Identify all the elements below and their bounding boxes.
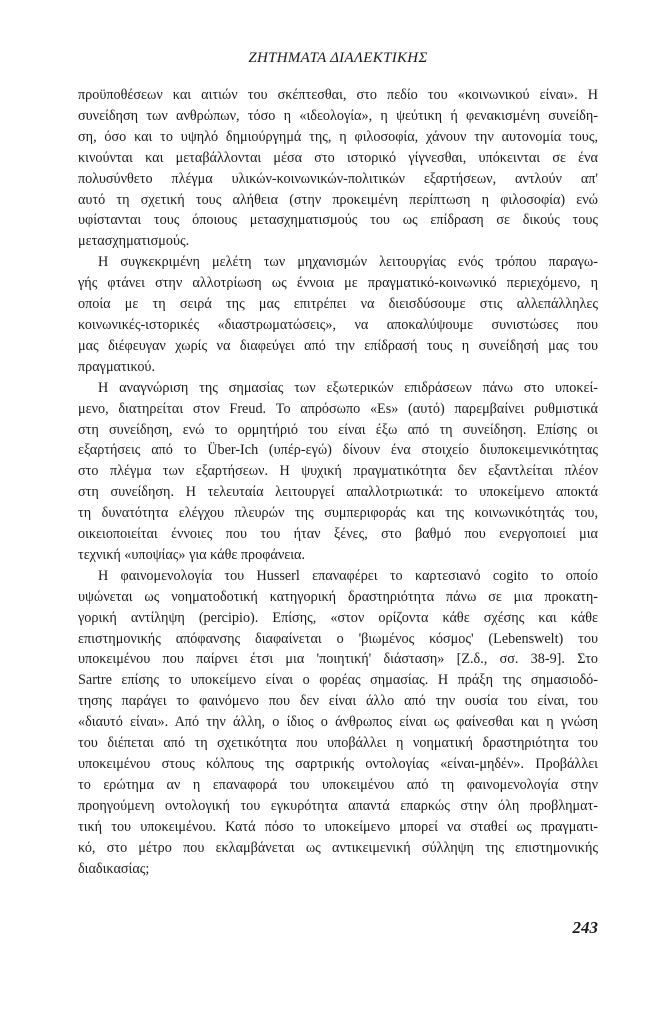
text-line: κινούνται και μεταβάλλονται μέσα στο ιστορικό γίγνεσθαι, υπόκεινται σε ένα [78,149,598,166]
text-line: οικειοποιείται έννοιες που του ήταν ξένες, στο βαθμό που ενεργοποιεί μια [78,526,598,543]
text-line: υφίστανται τους όποιους μετασχηματισμούς του ως επίδραση σε δικούς τους [78,212,598,229]
text-line: οποία με τη σειρά της μας επιτρέπει να διεισδύσουμε στις αλλεπάλληλες [78,296,598,313]
text-line: ση, όσο και το υψηλό δημιούργημά της, η φιλοσοφία, χάνουν την αυτονομία τους, [78,128,598,145]
text-line: μετασχηματισμούς. [78,233,190,250]
text-line: προϋποθέσεων και αιτιών του σκέπτεσθαι, στο πεδίο του «κοινωνικού είναι». Η [78,87,598,103]
text-line: εξαρτήσεις από το Über-Ich (υπέρ-εγώ) δίνουν ένα στοιχείο διυποκειμενικότητας [78,442,598,459]
paragraph-2 [78,252,598,377]
text-line: στο πλέγμα των εξαρτήσεων. Η ψυχική πραγματικότητα δεν εξαντλείται πλέον [78,463,598,480]
text-line: Sartre επίσης το υποκείμενο είναι ο φορέας σημασίας. Η πράξη της σημασιοδό- [78,672,598,689]
text-line: τη δυνατότητα ελέγχου πλευρών της συμπεριφοράς και της κοινωνικότητάς του, [78,505,598,522]
text-line: κό, στο μέτρο που εκλαμβάνεται ως αντικειμενική σύλληψη της επιστημονικής [78,839,598,856]
text-line: του διέπεται από τη σχετικότητα που υποβάλλει η νοηματική δραστηριότητα του [78,735,598,752]
paragraph-4 [78,566,598,880]
text-line: μας διέφευγαν χωρίς να διαφεύγει από την επίδρασή τους η συνείδησή μας του [78,337,598,354]
text-line: τεχνική «υποψίας» για κάθε προφάνεια. [78,546,306,563]
text-line: γής φτάνει στην αλλοτρίωση ως έννοια με πραγματικό-κοινωνικό περιεχόμενο, η [78,275,598,292]
text-line: πολυσύνθετο πλέγμα υλικών-κοινωνικών-πολιτικών εξαρτήσεων, αντλούν απ' [78,170,598,187]
text-line: τησης παράγει το φαινόμενο που δεν είναι άλλο από την ουσία του είναι, του [78,693,598,710]
text-line: υποκειμένου που παίρνει έτσι μια 'ποιητική' διάσταση» [Ζ.δ., σσ. 38-9]. Στο [78,651,598,668]
text-line: πραγματικού. [78,358,156,375]
text-line: συνείδηση των ανθρώπων, τόσο η «ιδεολογία», η ψεύτικη ή φενακισμένη συνείδη- [78,107,598,124]
text-line: υψώνεται ως νοηματοδοτική κατηγορική δραστηριότητα πάνω σε μια προκατη- [78,588,598,605]
text-line: στη συνείδηση, ενώ το ορμητήριό του είναι έξω από τη συνείδηση. Επίσης οι [78,421,598,438]
paragraph-3 [78,378,598,566]
running-head-title: ΖΗΤΗΜΑΤΑ ΔΙΑΛΕΚΤΙΚΗΣ [248,50,428,66]
text-line: στη συνείδηση. Η τελευταία λειτουργεί απαλλοτριωτικά: το υποκείμενο αποκτά [78,484,598,501]
body-text [78,85,598,879]
text-line: το ερώτημα αν η επαναφορά του υποκειμένου από τη φαινομενολογία στην [78,776,598,793]
page-number: 243 [572,918,598,937]
text-line: τική του υποκειμένου. Κατά πόσο το υποκείμενο μπορεί να σταθεί ως πραγματι- [78,818,598,835]
text-line: επιστημονικής απόφανσης διαφαίνεται ο 'βιωμένος κόσμος' (Lebenswelt) του [78,630,598,647]
book-page [78,0,598,1024]
text-line: Η αναγνώριση της σημασίας των εξωτερικών επιδράσεων πάνω στο υποκεί- [98,379,598,396]
text-line: κοινωνικές-ιστορικές «διαστρωματώσεις», να αποκαλύψουμε συνιστώσες που [78,316,598,333]
text-line: «διαυτό είναι». Από την άλλη, ο ίδιος ο άνθρωπος είναι ως φαίνεσθαι και η γνώση [78,714,598,731]
text-line: Η συγκεκριμένη μελέτη των μηχανισμών λειτουργίας ενός τρόπου παραγω- [98,254,598,271]
text-line: γορική αντίληψη (percipio). Επίσης, «στον ορίζοντα κάθε σχέσης και κάθε [78,609,598,626]
text-line: υποκειμένου στους κόλπους της σαρτρικής οντολογίας «είναι-μηδέν». Προβάλλει [78,756,598,772]
text-line: διαδικασίας; [78,860,150,877]
text-line: προηγούμενη οντολογική του εγκυρότητα απαντά επαρκώς στην όλη προβληματ- [78,797,598,814]
text-line: Η φαινομενολογία του Husserl επαναφέρει το καρτεσιανό cogito το οποίο [98,567,598,584]
text-line: αυτό τη σχετική τους αλήθεια (στην προκειμένη περίπτωση η φιλοσοφία) ενώ [78,191,598,208]
paragraph-1 [78,85,598,252]
text-line: μενο, διατηρείται στον Freud. Το απρόσωπο «Es» (αυτό) παρεμβαίνει ρυθμιστικά [78,400,598,417]
